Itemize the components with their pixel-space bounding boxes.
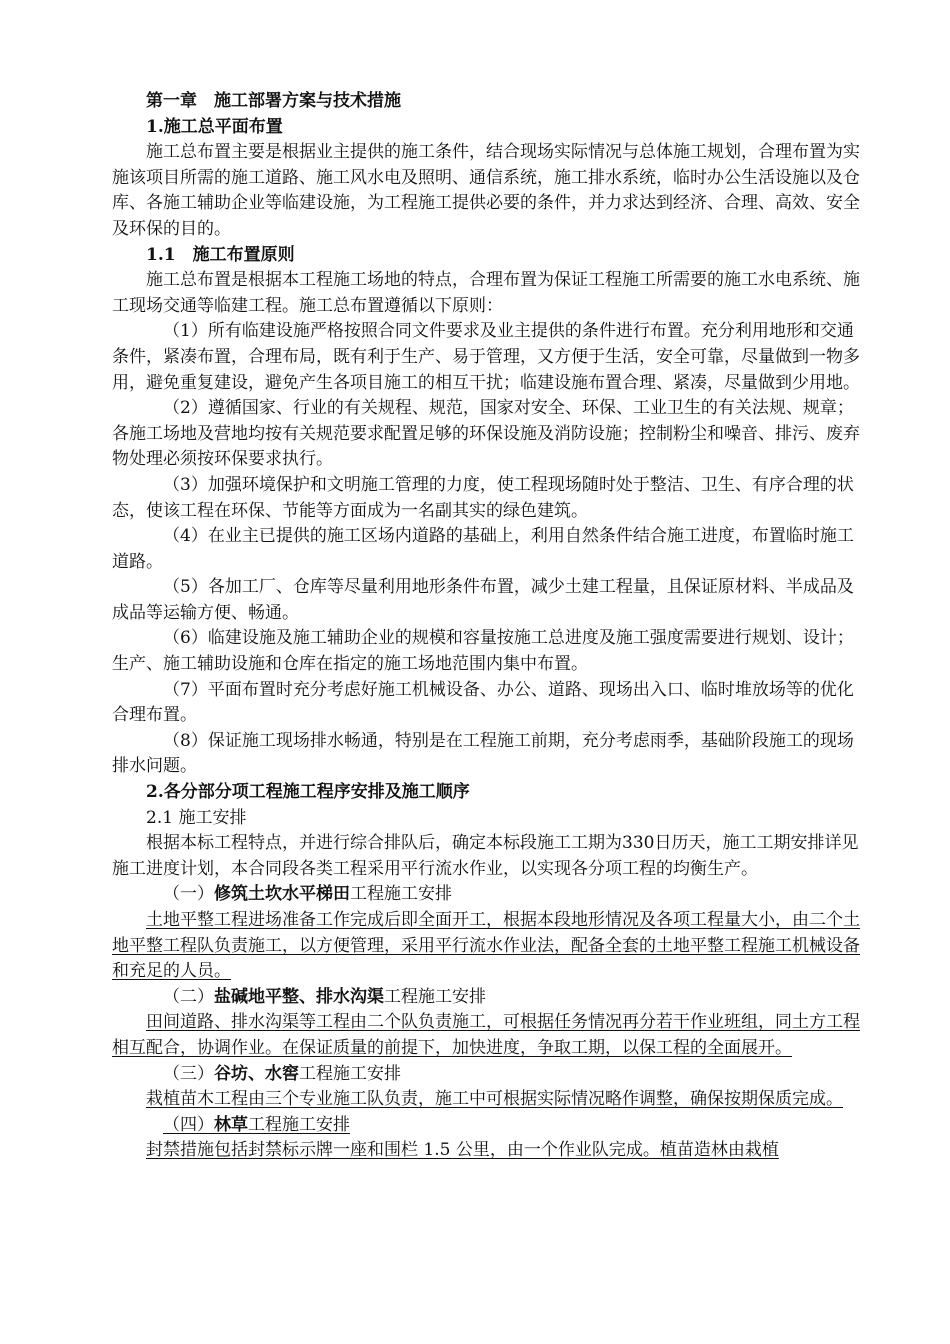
item-1-bold-title: 修筑土坎水平梯田: [214, 884, 350, 905]
section-1-1-heading: 1.1 施工布置原则: [146, 244, 295, 265]
principle-1: （1）所有临建设施严格按照合同文件要求及业主提供的条件进行布置。充分利用地形和交通条件，紧凑布置，合理布局，既有利于生产、易于管理，又方便于生活，安全可靠，尽量做到一物多用，避免重复建设，避免产生各项目施工的相互干扰；临建设施布置合理、紧凑，尽量做到少用地。: [112, 321, 860, 393]
item-2-number: （二）: [163, 986, 214, 1007]
document-body: [112, 89, 864, 1164]
item-2-paragraph: 田间道路、排水沟渠等工程由二个队负责施工，可根据任务情况再分若干作业班组，同土方工程相互配合，协调作业。在保证质量的前提下，加快进度，争取工期，以保工程的全面展开。: [112, 1012, 860, 1058]
section-1-heading: 1.施工总平面布置: [146, 116, 283, 137]
chapter-title: 第一章 施工部署方案与技术措施: [146, 91, 401, 111]
item-1-paragraph: 土地平整工程进场准备工作完成后即全面开工，根据本段地形情况及各项工程量大小，由二个土地平整工程队负责施工，以方便管理，采用平行流水作业法，配备全套的土地平整工程施工机械设备和充足的人员。: [112, 910, 860, 982]
principle-2: （2）遵循国家、行业的有关规程、规范，国家对安全、环保、工业卫生的有关法规、规章；各施工场地及营地均按有关规范要求配置足够的环保设施及消防设施；控制粉尘和噪音、排污、废弃物处理必须按环保要求执行。: [112, 398, 860, 470]
item-3-paragraph: 栽植苗木工程由三个专业施工队负责，施工中可根据实际情况略作调整，确保按期保质完成。: [146, 1089, 843, 1110]
section-1-paragraph: 施工总布置主要是根据业主提供的施工条件，结合现场实际情况与总体施工规划，合理布置为实施该项目所需的施工道路、施工风水电及照明、通信系统，施工排水系统，临时办公生活设施以及仓库、各施工辅助企业等临建设施，为工程施工提供必要的条件，并力求达到经济、合理、高效、安全及环保的目的。: [112, 142, 860, 239]
principle-6: （6）临建设施及施工辅助企业的规模和容量按施工总进度及施工强度需要进行规划、设计；生产、施工辅助设施和仓库在指定的施工场地范围内集中布置。: [112, 628, 854, 675]
item-3-bold-title: 谷坊、水窖: [214, 1063, 299, 1084]
item-2-title-rest: 工程施工安排: [384, 986, 486, 1007]
principle-3: （3）加强环境保护和文明施工管理的力度，使工程现场随时处于整洁、卫生、有序合理的状态，使该工程在环保、节能等方面成为一名副其实的绿色建筑。: [112, 474, 854, 521]
item-1-title-rest: 工程施工安排: [350, 884, 452, 905]
principle-8: （8）保证施工现场排水畅通，特别是在工程施工前期，充分考虑雨季，基础阶段施工的现场排水问题。: [112, 730, 854, 777]
section-1-1-paragraph: 施工总布置是根据本工程施工场地的特点，合理布置为保证工程施工所需要的施工水电系统、施工现场交通等临建工程。施工总布置遵循以下原则：: [112, 270, 860, 316]
item-4-number: （四）: [163, 1114, 214, 1135]
item-2-heading: [112, 985, 864, 1011]
section-2-1-heading: 2.1 施工安排: [146, 807, 247, 828]
item-2-bold-title: 盐碱地平整、排水沟渠: [214, 986, 384, 1007]
item-1-heading: [112, 882, 864, 908]
item-4-heading: [112, 1113, 864, 1139]
principle-5: （5）各加工厂、仓库等尽量利用地形条件布置，减少土建工程量，且保证原材料、半成品及成品等运输方便、畅通。: [112, 577, 854, 623]
principle-7: （7）平面布置时充分考虑好施工机械设备、办公、道路、现场出入口、临时堆放场等的优化合理布置。: [112, 679, 854, 726]
item-3-title-rest: 工程施工安排: [299, 1063, 401, 1084]
item-1-number: （一）: [163, 884, 214, 905]
section-2-heading: 2.各分部分项工程施工程序安排及施工顺序: [146, 782, 470, 803]
item-3-number: （三）: [163, 1063, 214, 1084]
section-2-1-paragraph: 根据本标工程特点，并进行综合排队后，确定本标段施工工期为330日历天，施工工期安排详见施工进度计划，本合同段各类工程采用平行流水作业，以实现各分项工程的均衡生产。: [112, 833, 859, 879]
item-3-heading: [112, 1062, 864, 1088]
item-4-paragraph: 封禁措施包括封禁标示牌一座和围栏 1.5 公里，由一个作业队完成。植苗造林由栽植: [146, 1140, 779, 1161]
principle-4: （4）在业主已提供的施工区场内道路的基础上，利用自然条件结合施工进度，布置临时施工道路。: [112, 526, 854, 572]
item-4-title-rest: 工程施工安排: [248, 1114, 350, 1135]
item-4-bold-title: 林草: [214, 1114, 248, 1135]
